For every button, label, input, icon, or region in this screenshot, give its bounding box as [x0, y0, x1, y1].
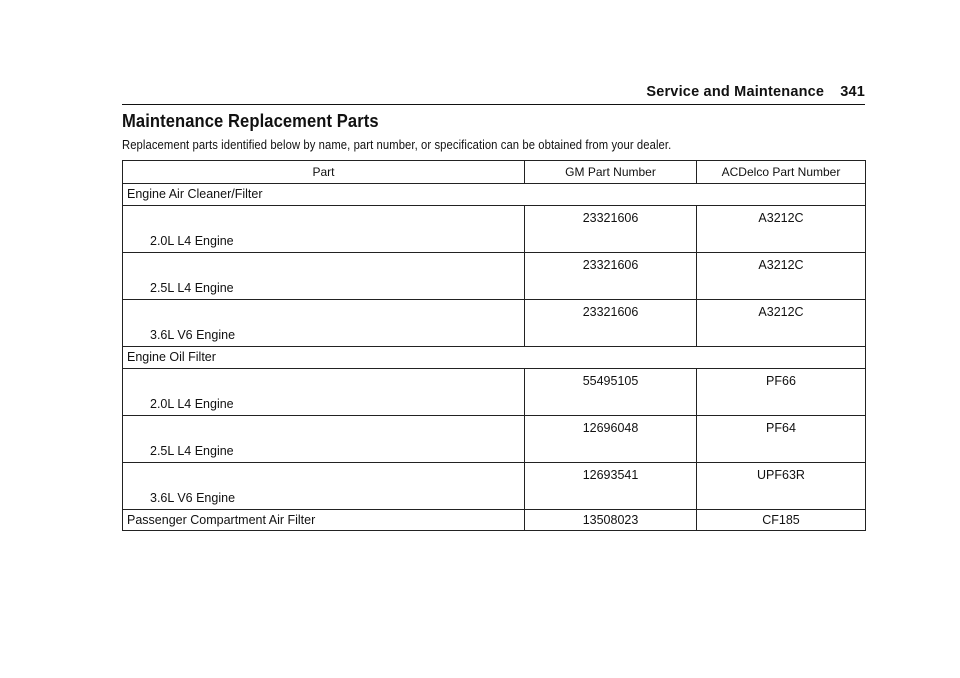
col-header-part: Part — [123, 161, 525, 184]
gm-number-cell: 23321606 — [525, 253, 697, 300]
table-row — [123, 416, 866, 463]
part-cell: 3.6L V6 Engine — [123, 463, 525, 510]
col-header-gm-part-number: GM Part Number — [525, 161, 697, 184]
table-row — [123, 510, 866, 531]
acdelco-number-cell: UPF63R — [697, 463, 866, 510]
page-title: Maintenance Replacement Parts — [122, 111, 379, 131]
gm-number-cell: 13508023 — [525, 510, 697, 531]
acdelco-number-cell: CF185 — [697, 510, 866, 531]
part-cell: Passenger Compartment Air Filter — [123, 510, 525, 531]
acdelco-number-cell: PF64 — [697, 416, 866, 463]
group-label: Engine Oil Filter — [123, 347, 866, 369]
gm-number-cell: 23321606 — [525, 300, 697, 347]
gm-number-cell: 12696048 — [525, 416, 697, 463]
acdelco-number-cell: A3212C — [697, 300, 866, 347]
part-cell: 3.6L V6 Engine — [123, 300, 525, 347]
parts-table — [122, 160, 866, 531]
acdelco-number-cell: A3212C — [697, 206, 866, 253]
table-row — [123, 369, 866, 416]
col-header-acdelco-part-number: ACDelco Part Number — [697, 161, 866, 184]
group-row-oil-filter — [123, 347, 866, 369]
acdelco-number-cell: PF66 — [697, 369, 866, 416]
table-row — [123, 463, 866, 510]
table-row — [123, 253, 866, 300]
running-header — [122, 80, 865, 105]
gm-number-cell: 23321606 — [525, 206, 697, 253]
gm-number-cell: 55495105 — [525, 369, 697, 416]
gm-number-cell: 12693541 — [525, 463, 697, 510]
part-cell: 2.5L L4 Engine — [123, 253, 525, 300]
group-row-air-cleaner — [123, 184, 866, 206]
part-cell: 2.5L L4 Engine — [123, 416, 525, 463]
acdelco-number-cell: A3212C — [697, 253, 866, 300]
part-cell: 2.0L L4 Engine — [123, 369, 525, 416]
intro-text: Replacement parts identified below by name, part number, or specification can be obtained from your dealer. — [122, 138, 672, 152]
group-label: Engine Air Cleaner/Filter — [123, 184, 866, 206]
table-header-row — [123, 161, 866, 184]
page-number: 341 — [840, 84, 865, 100]
section-title: Service and Maintenance — [646, 84, 825, 100]
table-row — [123, 300, 866, 347]
table-row — [123, 206, 866, 253]
part-cell: 2.0L L4 Engine — [123, 206, 525, 253]
